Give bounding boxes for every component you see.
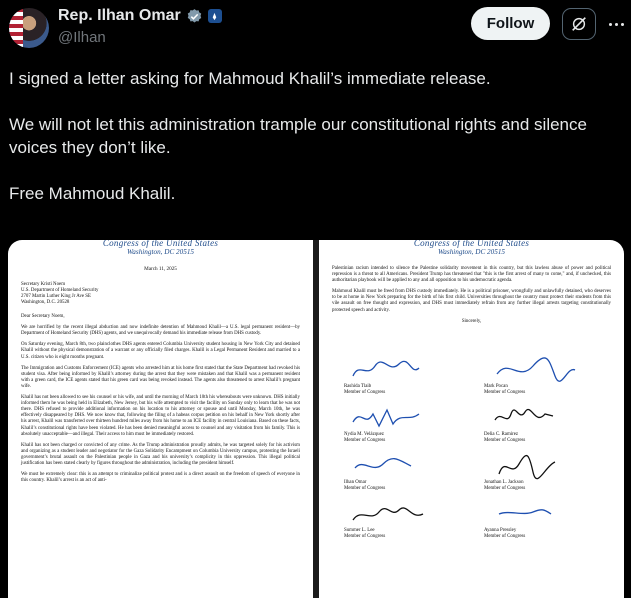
signer-name: Summer L. Lee [344, 528, 375, 533]
letterhead [319, 240, 624, 256]
signer-title: Member of Congress [484, 438, 526, 443]
author-name-row [58, 7, 222, 25]
signer-name: Rashida Tlaib [344, 384, 372, 389]
tweet-media[interactable] [8, 240, 624, 598]
signer-name: Ayanna Pressley [484, 528, 517, 533]
signature-scribble-icon [484, 452, 594, 480]
signature-row [344, 500, 604, 548]
letter-paragraph: Khalil has not been allowed to see his counsel or his wife, and until the morning of March 10th his whereabouts were unknown. DHS initially informed them he was being held in Elizabeth, New Jersey, but his wife attempted to visit the facility on Sunday only to learn that he was not there. DHS refused to provide additional information on his location to his attorney or spouse and until Monday, March 10th, he was effectively disappeared by DHS. We now know that, following the filing of a habeas corpus petition on his behalf in New York shortly after his arrest, Khalil was transferred over thirteen hundred miles away from his home to an ICE facility in central Louisiana. Based on these facts, Khalil’s constitutional rights have been violated. He has been denied meaningful access to counsel and any visitation from his family. This is absolutely unacceptable—and illegal. Their access to him must be immediately restored. [21, 395, 300, 437]
signature [344, 404, 464, 452]
letter-address [21, 282, 300, 306]
letter-date: March 11, 2025 [144, 266, 177, 272]
signer-title: Member of Congress [344, 534, 386, 539]
signature-scribble-icon [344, 500, 454, 528]
address-line: Washington, D.C. 20528 [21, 300, 70, 306]
signature [484, 356, 604, 404]
signature [484, 452, 604, 500]
letterhead-city: Washington, DC 20515 [126, 248, 195, 256]
signer-name: Nydia M. Velázquez [344, 432, 384, 437]
signature-row [344, 356, 604, 404]
signature-block [344, 356, 604, 548]
letter-paragraph: The Immigration and Customs Enforcement (ICE) agents who arrested him at his home first stated that the State Department had revoked his student visa. After being informed by Khalil’s attorney during the arrest that they were mistaken and that Khalil was a permanent resident with a green card, the ICE agents stated that his green card was being revoked instead. The agents also threatened to arrest Khalil’s pregnant wife. [21, 365, 300, 389]
tweet-paragraph: We will not let this administration trample our constitutional rights and silence voices they don’t like. [9, 115, 587, 157]
letter-paragraph: We are horrified by the recent illegal abduction and now indefinite detention of Mahmoud Khalil—a U.S. legal permanent resident—by Department of Homeland Security (DHS) agents, and we unequivocally demand his immediate release from DHS custody. [21, 325, 300, 337]
signature-row [344, 452, 604, 500]
signature-scribble-icon [484, 500, 594, 528]
address-line: 2707 Martin Luther King Jr Ave SE [21, 294, 91, 300]
signature-scribble-icon [344, 404, 454, 432]
signature-scribble-icon [344, 452, 454, 480]
letter-paragraph: Khalil has not been charged or convicted of any crime. As the Trump administration proudly admits, he was targeted solely for his activism and organizing as a student leader and negotiator for the Gaza Solidarity Encampment on Columbia University campus, protesting the Israeli government’s brutal assault on the Palestinian people in Gaza and his university’s complicity in this oppression. This illegal political justification has been stated clearly by figures throughout the administration, including the president himself. [21, 442, 300, 466]
signer-title: Member of Congress [344, 390, 386, 395]
more-options-icon[interactable] [606, 14, 626, 34]
author-handle[interactable]: @Ilhan [58, 29, 106, 46]
avatar[interactable] [9, 8, 49, 48]
signer-name: Jonathan L. Jackson [484, 480, 524, 485]
signature [344, 356, 464, 404]
letter-closing: Sincerely, [461, 318, 482, 324]
signature-scribble-icon [344, 356, 454, 384]
letter-paragraph: Mahmoud Khalil must be freed from DHS custody immediately. He is a political prisoner, wrongfully and unlawfully detained, who deserves to be at home in New York preparing for the birth of his first child. Universities throughout the country must protect their students from this vile assault on free thought and expression, and DHS must immediately refrain from any further illegal arrests targeting constitutionally protected speech and activity. [332, 289, 611, 313]
tweet-paragraph: Free Mahmoud Khalil. [9, 184, 176, 203]
signer-name: Delia C. Ramirez [484, 432, 519, 437]
address-line: Secretary Kristi Noem [21, 282, 66, 288]
grok-icon[interactable] [562, 8, 596, 40]
signer-name: Mark Pocan [484, 384, 508, 389]
letterhead-title: Congress of the United States [413, 240, 530, 248]
signature [344, 500, 464, 548]
tweet-paragraph: I signed a letter asking for Mahmoud Khalil’s immediate release. [9, 69, 491, 88]
signature-scribble-icon [484, 404, 594, 432]
signer-name: Ilhan Omar [344, 480, 367, 485]
signature [484, 404, 604, 452]
letterhead-city: Washington, DC 20515 [437, 248, 506, 256]
signer-title: Member of Congress [484, 534, 526, 539]
signer-title: Member of Congress [344, 486, 386, 491]
signer-title: Member of Congress [484, 486, 526, 491]
letter-paragraph: Palestinian racism intended to silence the Palestine solidarity movement in this country, but this lawless abuse of power and political repression is a threat to all Americans. President Trump has threatened that "this is the first arrest of many to come," and, if unchecked, this authoritarian playbook will be applied to any and all opposition to his undemocratic agenda. [332, 266, 611, 284]
letter-paragraph: We must be extremely clear: this is an attempt to criminalize political protest and is a direct assault on the freedom of speech of everyone in this country. Khalil’s arrest is an act of anti- [21, 472, 300, 484]
letter-salutation: Dear Secretary Noem, [21, 314, 65, 320]
signer-title: Member of Congress [484, 390, 526, 395]
letterhead [8, 240, 313, 256]
letter-page-2[interactable] [319, 240, 624, 598]
government-badge-icon [208, 9, 222, 23]
author-name[interactable]: Rep. Ilhan Omar [58, 7, 181, 24]
signature-row [344, 404, 604, 452]
verified-badge-icon [186, 8, 203, 25]
letter-paragraph: On Saturday evening, March 8th, two plainclothes DHS agents entered Columbia University student housing in New York City and detained Khalil without the physical demonstration of a warrant or any officially filed charges. Khalil is a Legal Permanent Resident and married to a U.S. citizen who is eight months pregnant. [21, 342, 300, 360]
signature [484, 500, 604, 548]
letterhead-title: Congress of the United States [102, 240, 219, 248]
signature [344, 452, 464, 500]
letter-page-1[interactable] [8, 240, 313, 598]
signature-scribble-icon [484, 356, 594, 384]
follow-button[interactable]: Follow [471, 7, 550, 40]
tweet-text [9, 67, 621, 205]
address-line: U.S. Department of Homeland Security [21, 288, 99, 294]
signer-title: Member of Congress [344, 438, 386, 443]
